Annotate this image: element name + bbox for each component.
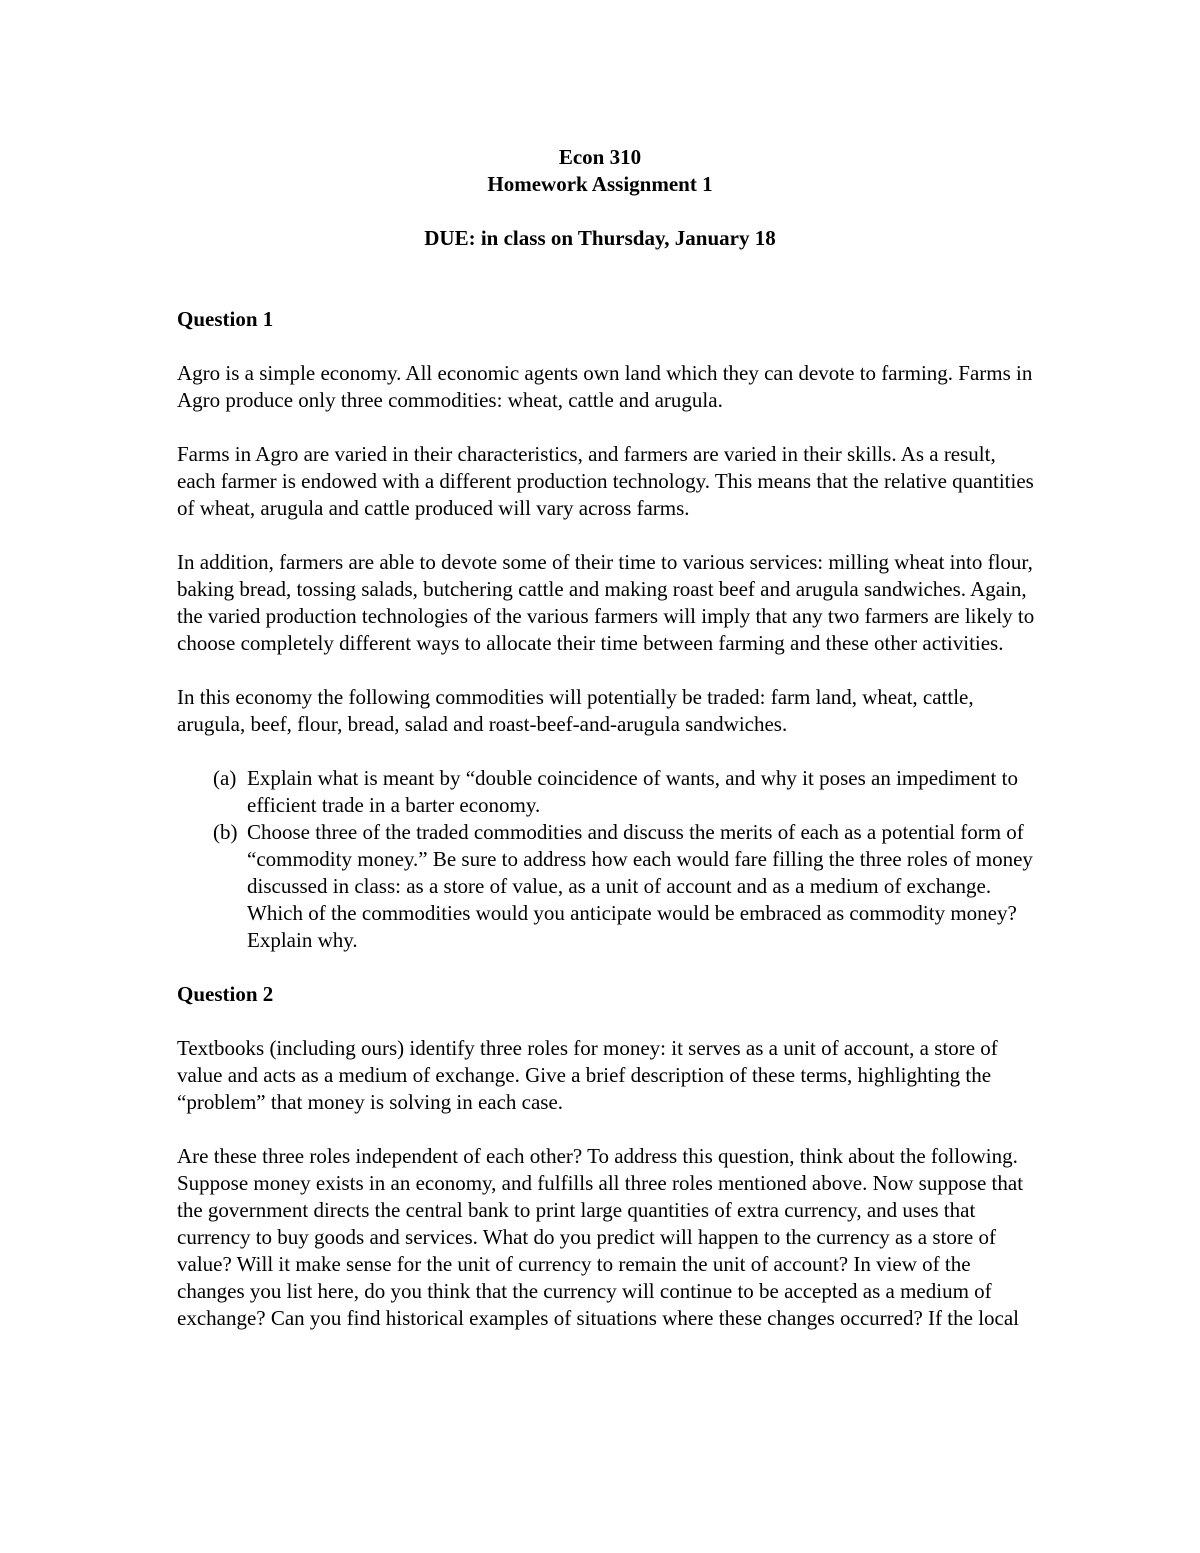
question-1-paragraph: Farms in Agro are varied in their characteristics, and farmers are varied in their skills. As a result, each farmer is endowed with a different production technology. This means that the relative quantities of wheat, arugula and cattle produced will vary across farms.: [177, 442, 1034, 520]
document-body: [177, 306, 1037, 1359]
assignment-title: Homework Assignment 1: [487, 172, 713, 196]
course-title: Econ 310: [558, 145, 642, 169]
question-2-heading: Question 2: [177, 982, 274, 1006]
part-marker: (b): [213, 820, 238, 844]
question-1-paragraph: Agro is a simple economy. All economic agents own land which they can devote to farming. Farms in Agro produce only three commodities: wheat, cattle and arugula.: [177, 361, 1033, 412]
part-marker: (a): [213, 766, 237, 790]
question-2-paragraph: Textbooks (including ours) identify three roles for money: it serves as a unit of account, a store of value and acts as a medium of exchange. Give a brief description of these terms, highlighting the “problem” that money is solving in each case.: [177, 1036, 998, 1114]
question-1-parts: [177, 765, 1037, 954]
part-text: Choose three of the traded commodities and discuss the merits of each as a potential form of “commodity money.” Be sure to address how each would fare filling the three roles of money discussed in class: as a store of value, as a unit of account and as a medium of exchange. Which of the commodities would you anticipate would be embraced as commodity money? Explain why.: [247, 820, 1033, 952]
document-header: [0, 144, 1200, 252]
question-1-part-b: [177, 819, 1037, 954]
question-1-heading: Question 1: [177, 307, 274, 331]
part-text: Explain what is meant by “double coincidence of wants, and why it poses an impediment to efficient trade in a barter economy.: [247, 766, 1018, 817]
due-date: DUE: in class on Thursday, January 18: [424, 226, 776, 250]
question-1-paragraph: In addition, farmers are able to devote some of their time to various services: milling wheat into flour, baking bread, tossing salads, butchering cattle and making roast beef and arugula sandwiches. Again, the varied production technologies of the various farmers will imply that any two farmers are likely to choose completely different ways to allocate their time between farming and these other activities.: [177, 550, 1035, 655]
question-1-paragraph: In this economy the following commodities will potentially be traded: farm land, wheat, cattle, arugula, beef, flour, bread, salad and roast-beef-and-arugula sandwiches.: [177, 685, 974, 736]
question-2-paragraph: Are these three roles independent of each other? To address this question, think about the following. Suppose money exists in an economy, and fulfills all three roles mentioned above. Now suppose that the government directs the central bank to print large quantities of extra currency, and uses that currency to buy goods and services. What do you predict will happen to the currency as a store of value? Will it make sense for the unit of currency to remain the unit of account? In view of the changes you list here, do you think that the currency will continue to be accepted as a medium of exchange? Can you find historical examples of situations where these changes occurred? If the local: [177, 1144, 1024, 1330]
question-1-part-a: [177, 765, 1037, 819]
